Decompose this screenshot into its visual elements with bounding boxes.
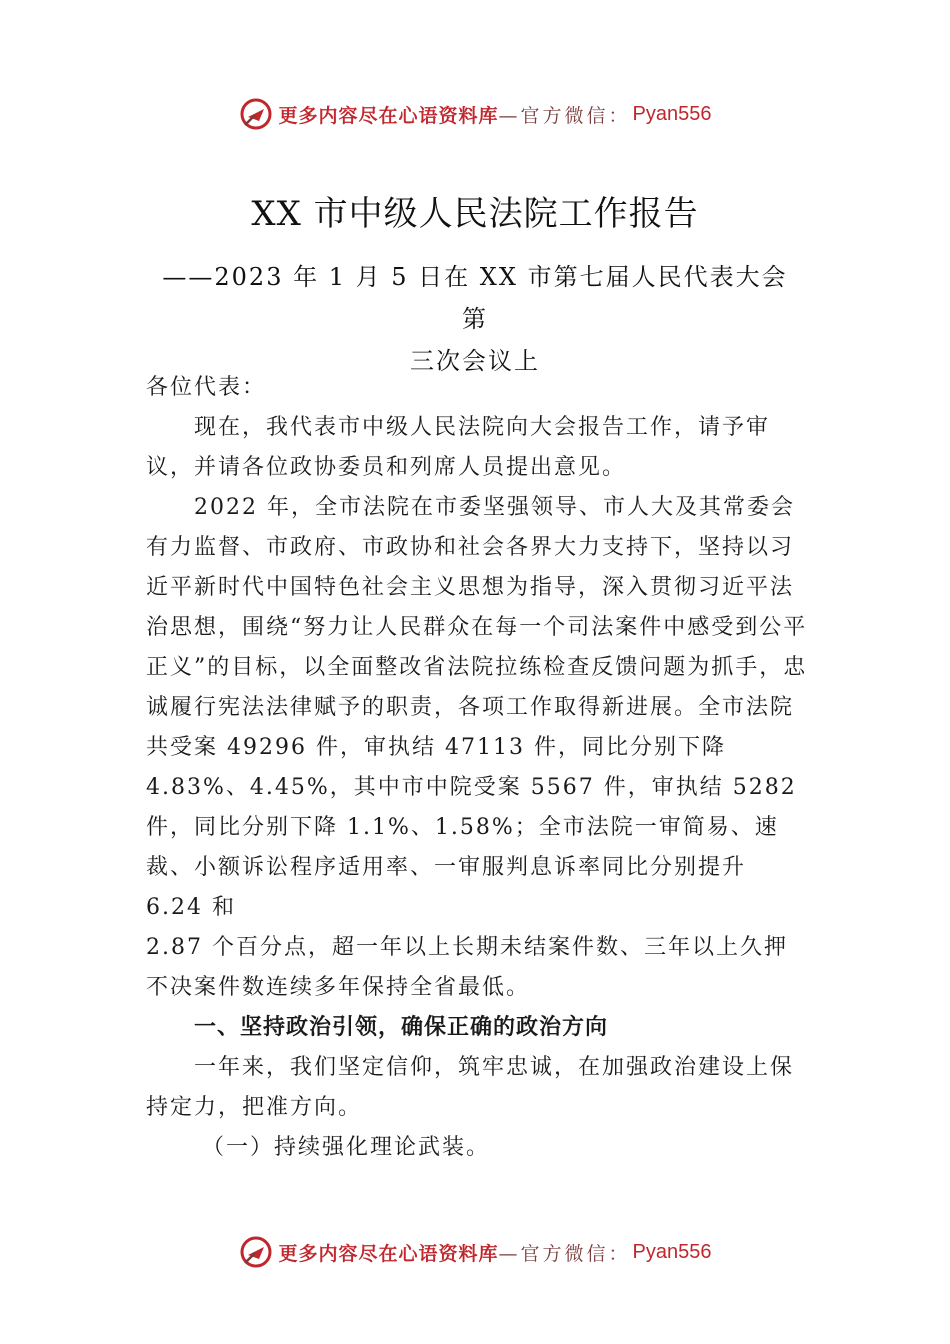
subsection-heading-1: （一）持续强化理论武装。: [202, 1135, 491, 1160]
paragraph-3: 一年来，我们坚定信仰，筑牢忠诚，在加强政治建设上保持定力，把准方向。: [146, 1055, 795, 1120]
watermark-id-text: Pyan556: [632, 102, 712, 125]
watermark-banner-bottom: [0, 1232, 950, 1272]
document-title: XX 市中级人民法院工作报告: [251, 194, 699, 234]
watermark-main-text: 更多内容尽在心语资料库: [278, 1242, 499, 1265]
watermark-banner-top: [0, 94, 950, 134]
watermark-mid-text: —官方微信：: [498, 1242, 631, 1265]
paragraph-2: 2022 年，全市法院在市委坚强领导、市人大及其常委会有力监督、市政府、市政协和社会各界大力支持下，坚持以习近平新时代中国特色社会主义思想为指导，深入贯彻习近平法治思想，围绕“努力让人民群众在每一个司法案件中感受到公平正义”的目标，以全面整改省法院拉练检查反馈问题为抓手，忠诚履行宪法法律赋予的职责，各项工作取得新进展。全市法院共受案 49296 件，审执结 47113 件，同比分别下降 4.83%、4.45%，其中市中院受案 5567 件，审执结 5282 件，同比分别下降 1.1%、1.58%；全市法院一审简易、速裁、小额诉讼程序适用率、一审服判息诉率同比分别提升 6.24 和: [146, 495, 808, 920]
watermark-main-text: 更多内容尽在心语资料库: [278, 104, 499, 127]
document-subtitle: [150, 256, 800, 382]
salutation: 各位代表：: [146, 375, 267, 400]
watermark-id-text: Pyan556: [632, 1240, 712, 1263]
paragraph-2-continued: 2.87 个百分点，超一年以上长期未结案件数、三年以上久押不决案件数连续多年保持全省最低。: [146, 935, 788, 1000]
logo-icon: [239, 97, 273, 131]
subtitle-line-1: ——2023 年 1 月 5 日在 XX 市第七届人民代表大会第: [162, 263, 788, 333]
subtitle-line-2: 三次会议上: [410, 347, 540, 375]
section-heading-1: 一、坚持政治引领，确保正确的政治方向: [194, 1015, 609, 1040]
logo-icon: [239, 1235, 273, 1269]
watermark-mid-text: —官方微信：: [498, 104, 631, 127]
paragraph-1: 现在，我代表市中级人民法院向大会报告工作，请予审议，并请各位政协委员和列席人员提出意见。: [146, 415, 771, 480]
document-body: [146, 368, 810, 1168]
